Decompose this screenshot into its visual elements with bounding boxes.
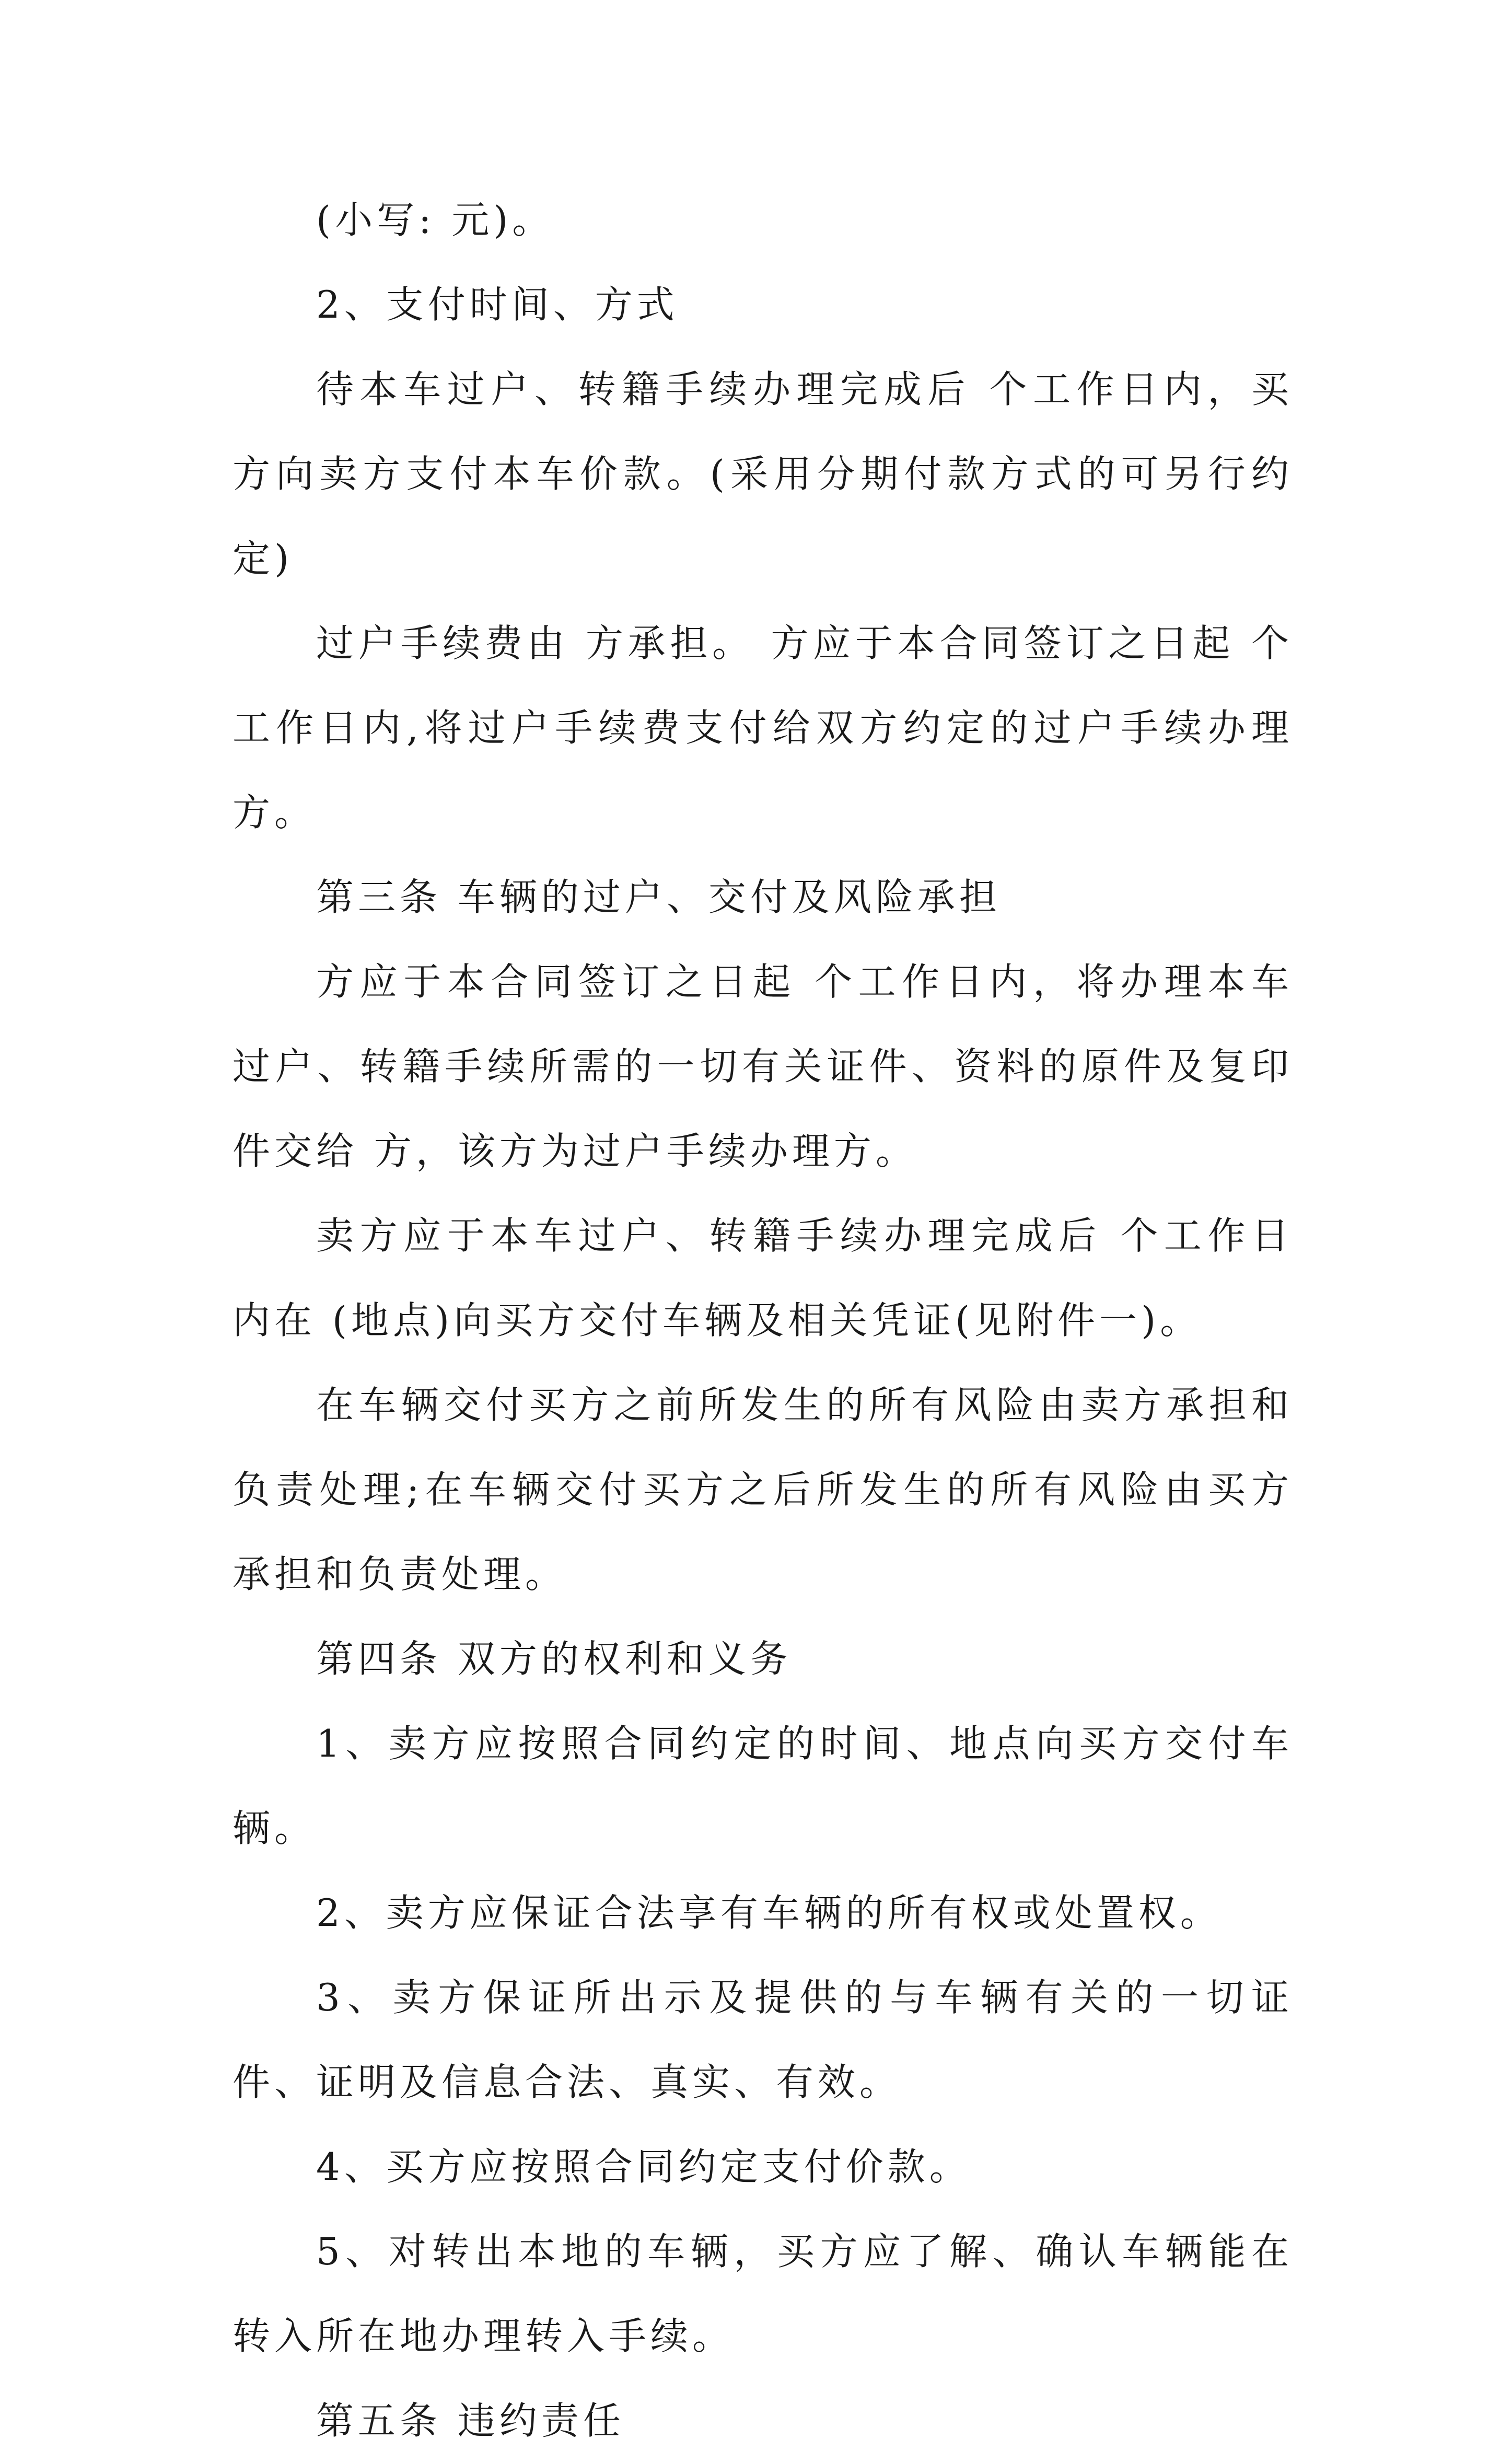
paragraph-risk-bearing: 在车辆交付买方之前所发生的所有风险由卖方承担和负责处理;在车辆交付买方之后所发生的所有风险由买方承担和负责处理。 [232,1383,1293,1596]
article-5-title: 第五条 违约责任 [316,2399,625,2443]
article-3-title: 第三条 车辆的过户、交付及风险承担 [316,875,1001,919]
paragraph-payment-after-transfer: 待本车过户、转籍手续办理完成后 个工作日内，买方向卖方支付本车价款。(采用分期付款方式的可另行约定) [232,367,1293,580]
duty-item-4: 4、买方应按照合同约定支付价款。 [316,2145,971,2189]
clause-2-title: 2、支付时间、方式 [316,283,679,327]
duty-item-3: 3、卖方保证所出示及提供的与车辆有关的一切证件、证明及信息合法、真实、有效。 [232,1976,1293,2104]
duty-item-2: 2、卖方应保证合法享有车辆的所有权或处置权。 [316,1891,1222,1935]
article-4-title: 第四条 双方的权利和义务 [316,1637,792,1681]
paragraph-transfer-fee: 过户手续费由 方承担。 方应于本合同签订之日起 个工作日内,将过户手续费支付给双方约定的过户手续办理方。 [232,621,1293,834]
duty-item-5: 5、对转出本地的车辆，买方应了解、确认车辆能在转入所在地办理转入手续。 [232,2229,1293,2358]
paragraph-documents-handover: 方应于本合同签订之日起 个工作日内，将办理本车过户、转籍手续所需的一切有关证件、资料的原件及复印件交给 方，该方为过户手续办理方。 [232,960,1293,1173]
paragraph-small-amount: (小写: 元)。 [316,198,554,242]
paragraph-vehicle-delivery: 卖方应于本车过户、转籍手续办理完成后 个工作日内在 (地点)向买方交付车辆及相关凭证(见附件一)。 [232,1214,1293,1342]
document-body [232,178,1293,2463]
duty-item-1: 1、卖方应按照合同约定的时间、地点向买方交付车辆。 [232,1722,1293,1850]
